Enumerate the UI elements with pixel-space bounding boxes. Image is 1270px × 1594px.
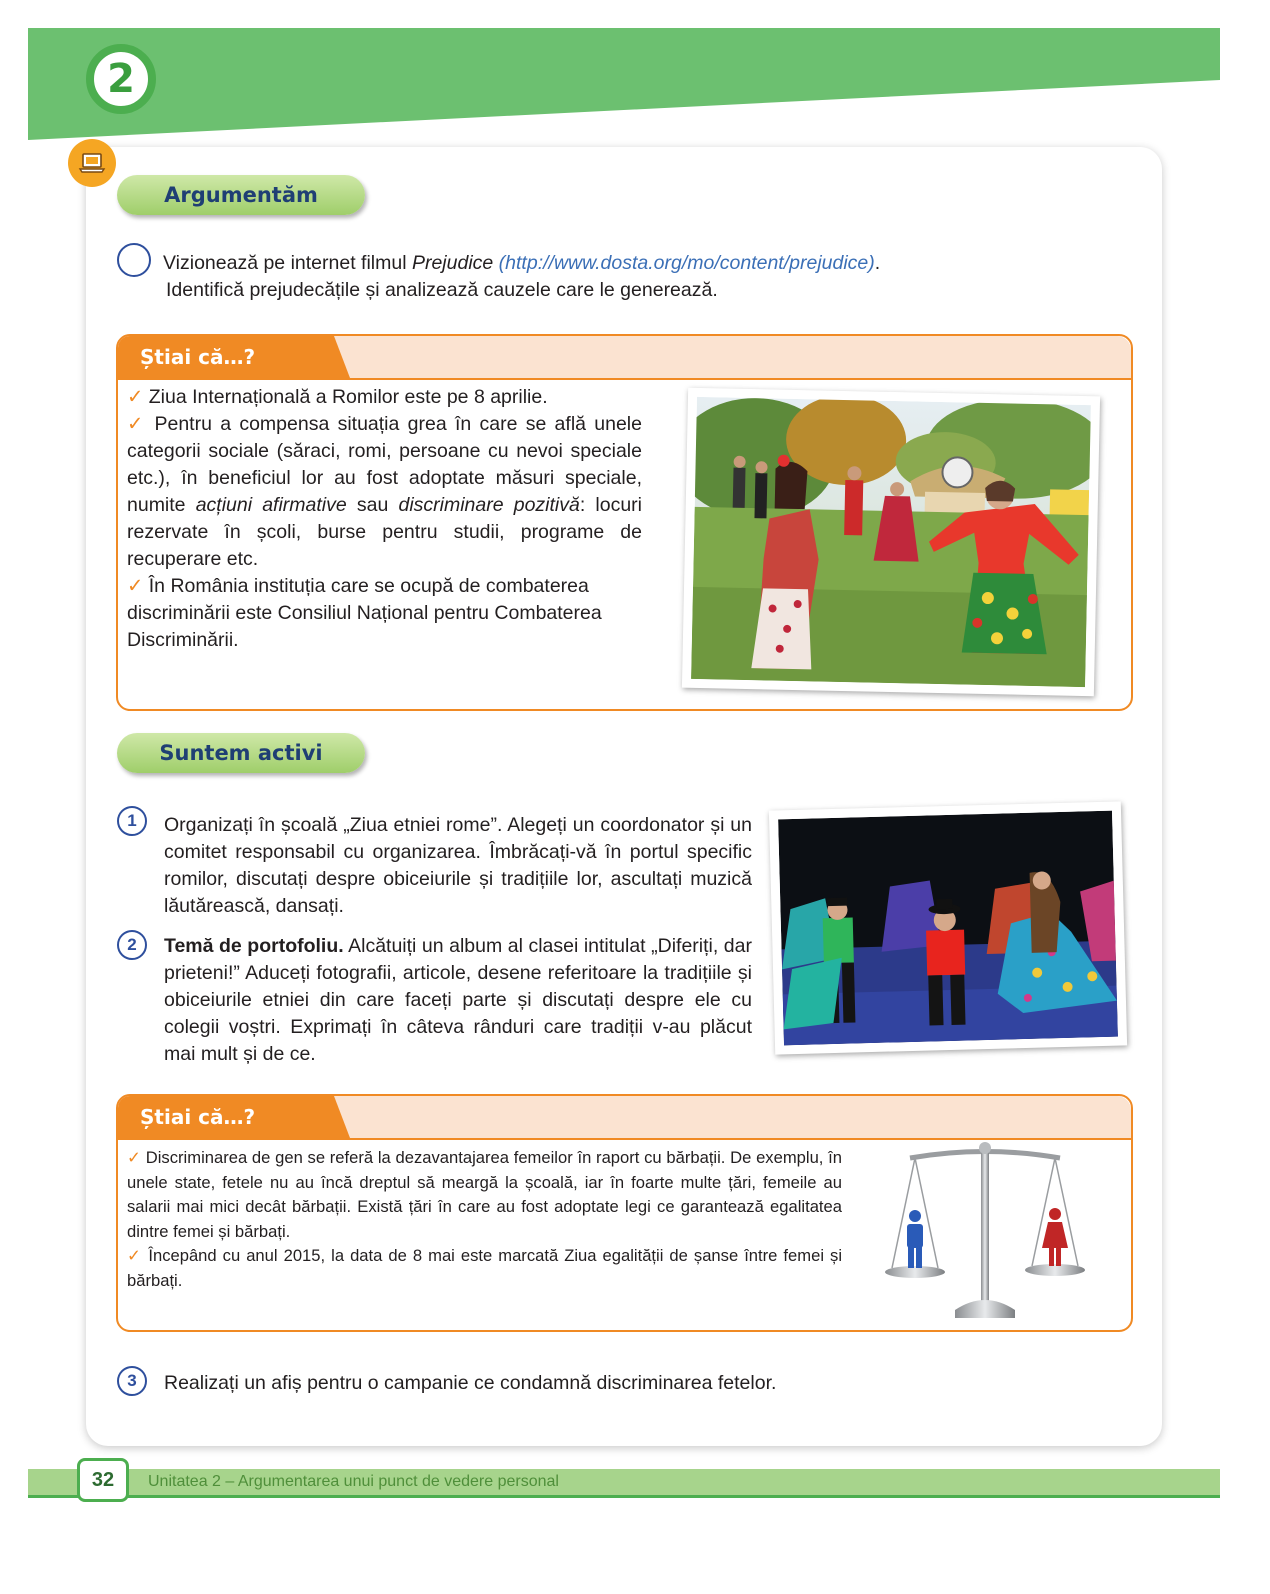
exercise-2-text: Temă de portofoliu. Alcătuiți un album al clasei intitulat „Diferiți, dar prieteni!” Aduceți fotografii, articole, desene referitoare la tradițiile și obiceiurile etniei din care faceți parte și discutați despre ele cu colegii voștri. Exprimați în câteva rânduri care tradiții v-au plăcut mai mult și de ce. (164, 935, 752, 1065)
unit-number: 2 (107, 56, 135, 102)
portfolio-label: Temă de portofoliu. (164, 935, 344, 957)
exercise-1-text: Organizați în școală „Ziua etniei rome”. Alegeți un coordonator și un comitet responsabil cu organizarea. Îmbrăcați-vă în portul specific romilor, discutați despre obiceiurile și tradițiile lor, ascultați muzică lăutărească, dansați. (164, 814, 752, 917)
stiai-2-text (127, 1146, 842, 1293)
checkmark-icon: ✓ (127, 1246, 143, 1265)
film-link[interactable]: (http://www.dosta.org/mo/content/prejudice) (498, 252, 875, 274)
list-item: ✓ Discriminarea de gen se referă la dezavantajarea femeilor în raport cu bărbații. De exemplu, în unele state, fetele nu au încă dreptul să meargă la școală, iar în foarte multe țări, femeile au salarii mai mici decât bărbații. Există țări în care au fost adoptate legi ce garantează egalitatea dintre femei și bărbați. (127, 1148, 842, 1241)
exercise-number-1: 1 (117, 806, 147, 836)
checkmark-icon: ✓ (127, 386, 144, 408)
info-box-title: Știai că…? (118, 336, 330, 378)
footer-unit-title: Unitatea 2 – Argumentarea unui punct de vedere personal (148, 1473, 559, 1490)
unit-number-badge (86, 44, 156, 114)
man-icon (907, 1210, 923, 1268)
list-item: ✓ Pentru a compensa situația grea în care se află unele categorii sociale (săraci, romi, persoane cu nevoi speciale etc.), în beneficiul lor au fost adoptate măsuri speciale, numite acțiuni afirmative sau discriminare pozitivă: locuri rezervate în școli, burse pentru studii, programe de recuperare etc. (127, 413, 643, 570)
list-item: ✓ În România instituția care se ocupă de combaterea discriminării este Consiliul Național pentru Combaterea Discriminării. (127, 575, 602, 651)
exercise-circle-empty (117, 243, 151, 277)
photo-stage-dance (769, 801, 1127, 1054)
info-box-title: Știai că…? (118, 1096, 330, 1138)
exercise-number-2: 2 (117, 930, 147, 960)
exercise-3-text: Realizați un afiș pentru o campanie ce condamnă discriminarea fetelor. (164, 1372, 777, 1394)
section-title-argumentam: Argumentăm (117, 175, 365, 215)
stiai-1-text (127, 384, 642, 654)
checkmark-icon: ✓ (127, 413, 147, 435)
checkmark-icon: ✓ (127, 575, 144, 597)
photo-roma-festival (682, 388, 1100, 697)
balance-scale-icon (880, 1140, 1090, 1325)
exercise-number-3: 3 (117, 1366, 147, 1396)
section-title-suntem-activi: Suntem activi (117, 733, 365, 773)
list-item: ✓ Începând cu anul 2015, la data de 8 mai este marcată Ziua egalității de șanse între femei și bărbați. (127, 1246, 843, 1290)
film-title: Prejudice (411, 252, 494, 274)
checkmark-icon: ✓ (127, 1148, 142, 1167)
argumentam-task: Vizionează pe internet filmul Prejudice (http://www.dosta.org/mo/content/prejudice). Identifică prejudecățile și analizează cauzele care le generează. (163, 252, 881, 301)
page-number: 32 (77, 1458, 129, 1502)
laptop-icon (68, 139, 116, 187)
list-item: ✓ Ziua Internațională a Romilor este pe 8 aprilie. (127, 386, 548, 408)
footer-line (28, 1495, 1220, 1498)
header-band (28, 28, 1248, 140)
woman-icon (1042, 1208, 1068, 1266)
